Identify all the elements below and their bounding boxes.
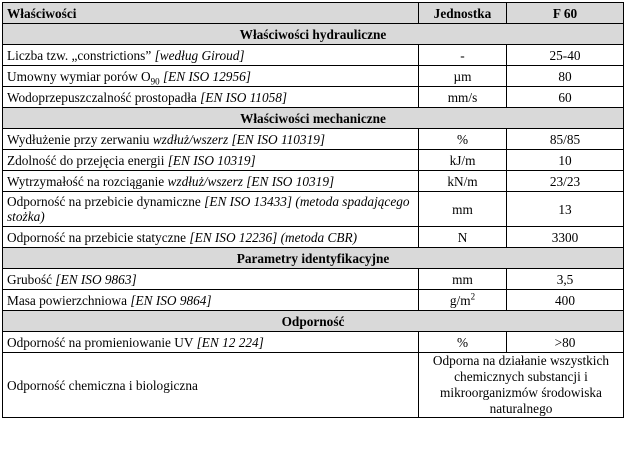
value-cell: 400 [507, 290, 624, 311]
value-cell: 3,5 [507, 269, 624, 290]
property-cell [3, 192, 419, 227]
value-cell: Odporna na działanie wszystkich chemicznych substancji i mikroorganizmów środowiska naturalnego [419, 353, 624, 418]
table-row [3, 332, 624, 353]
unit-cell: % [419, 332, 507, 353]
section-title: Odporność [3, 311, 624, 332]
standard-ref: wzdłuż/wszerz [EN ISO 10319] [167, 173, 335, 189]
standard-ref: [EN ISO 9863] [55, 271, 137, 287]
value-cell: 25-40 [507, 45, 624, 66]
table-row [3, 192, 624, 227]
value-cell: 13 [507, 192, 624, 227]
value-cell: 10 [507, 150, 624, 171]
standard-ref: [EN 12 224] [196, 334, 264, 350]
property-cell [3, 171, 419, 192]
property-cell [3, 269, 419, 290]
table-row [3, 45, 624, 66]
unit-cell: kJ/m [419, 150, 507, 171]
property-label: Odporność na przebicie dynamiczne [7, 194, 201, 209]
property-label: Liczba tzw. „constrictions” [7, 47, 152, 63]
table-row [3, 171, 624, 192]
property-cell [3, 290, 419, 311]
property-label: Wodoprzepuszczalność prostopadła [7, 89, 197, 105]
value-cell: 80 [507, 66, 624, 87]
section-identification [3, 248, 624, 269]
standard-ref: [według Giroud] [154, 47, 245, 63]
header-unit: Jednostka [419, 3, 507, 24]
property-label: Wytrzymałość na rozciąganie [7, 173, 165, 189]
property-cell [3, 129, 419, 150]
property-cell [3, 332, 419, 353]
property-label: Wydłużenie przy zerwaniu [7, 131, 150, 147]
property-subscript: 90 [150, 76, 160, 87]
property-cell [3, 66, 419, 87]
unit-superscript: 2 [470, 291, 476, 302]
standard-ref: [EN ISO 13433] (metoda spadającego stożka) [7, 194, 410, 224]
table-row [3, 87, 624, 108]
section-title: Właściwości mechaniczne [3, 108, 624, 129]
header-value: F 60 [507, 3, 624, 24]
value-cell: 60 [507, 87, 624, 108]
table-row [3, 66, 624, 87]
property-cell [3, 87, 419, 108]
table-row [3, 150, 624, 171]
unit-cell: % [419, 129, 507, 150]
table-row [3, 227, 624, 248]
value-cell: 3300 [507, 227, 624, 248]
unit-cell: kN/m [419, 171, 507, 192]
section-title: Właściwości hydrauliczne [3, 24, 624, 45]
value-cell: >80 [507, 332, 624, 353]
standard-ref: [EN ISO 9864] [130, 292, 212, 308]
standard-ref: [EN ISO 12956] [163, 68, 251, 84]
properties-table [2, 2, 624, 418]
value-cell: 23/23 [507, 171, 624, 192]
table-row [3, 290, 624, 311]
property-label: Odporność na przebicie statyczne [7, 229, 187, 245]
standard-ref: [EN ISO 10319] [167, 152, 256, 168]
standard-ref: [EN ISO 12236] (metoda CBR) [189, 229, 358, 245]
section-hydraulic [3, 24, 624, 45]
section-mechanical [3, 108, 624, 129]
unit-cell [419, 290, 507, 311]
property-label: Umowny wymiar porów O [7, 68, 151, 84]
standard-ref: wzdłuż/wszerz [EN ISO 110319] [152, 131, 326, 147]
section-resistance [3, 311, 624, 332]
property-label: Masa powierzchniowa [7, 292, 127, 308]
value-cell: 85/85 [507, 129, 624, 150]
unit-cell: mm [419, 192, 507, 227]
header-property: Właściwości [3, 3, 419, 24]
property-cell [3, 150, 419, 171]
property-cell: Odporność chemiczna i biologiczna [3, 353, 419, 418]
header-row [3, 3, 624, 24]
table-row [3, 129, 624, 150]
unit-cell: mm [419, 269, 507, 290]
unit-text: g/m [449, 292, 471, 308]
property-cell [3, 45, 419, 66]
table-row [3, 353, 624, 418]
unit-cell: N [419, 227, 507, 248]
unit-cell: - [419, 45, 507, 66]
unit-cell: mm/s [419, 87, 507, 108]
property-cell [3, 227, 419, 248]
standard-ref: [EN ISO 11058] [200, 89, 288, 105]
table-row [3, 269, 624, 290]
unit-cell: µm [419, 66, 507, 87]
property-label: Zdolność do przejęcia energii [7, 152, 165, 168]
property-label: Grubość [7, 271, 53, 287]
section-title: Parametry identyfikacyjne [3, 248, 624, 269]
property-label: Odporność na promieniowanie UV [7, 334, 194, 350]
